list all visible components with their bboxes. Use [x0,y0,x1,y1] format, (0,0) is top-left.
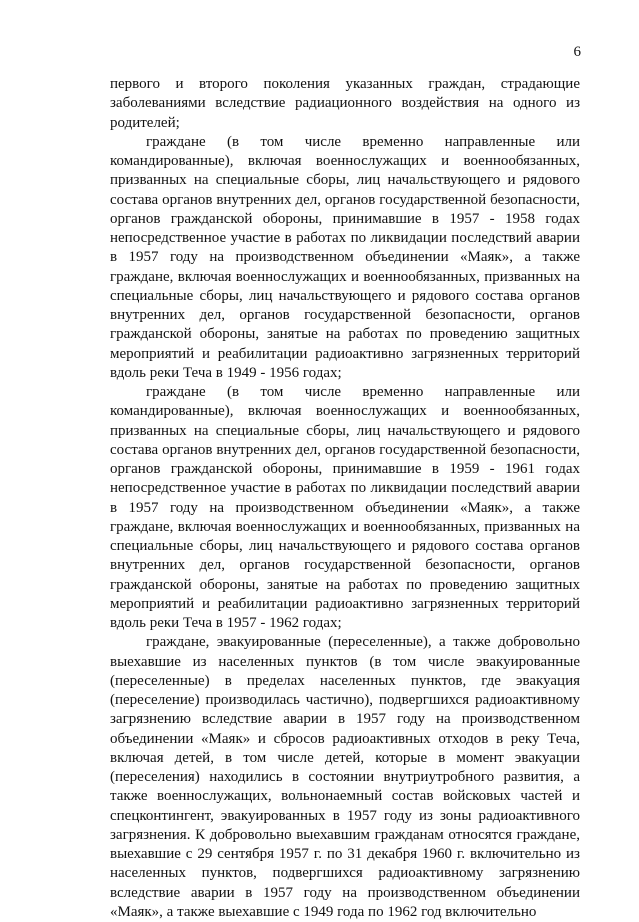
paragraph-liquidators-1957-1958: граждане (в том числе временно направленные или командированные), включая военнослужащих и военнообязанных, призванных на специальные сборы, лиц начальствующего и рядового состава органов внутренних дел, органов государственной безопасности, органов гражданской обороны, принимавшие в 1957 - 1958 годах непосредственное участие в работах по ликвидации последствий аварии в 1957 году на производственном объединении «Маяк», а также граждане, включая военнослужащих и военнообязанных, призванных на специальные сборы, лиц начальствующего и рядового состава органов внутренних дел, органов государственной безопасности, органов гражданской обороны, занятые на работах по проведению защитных мероприятий и реабилитации радиоактивно загрязненных территорий вдоль реки Теча в 1949 - 1956 годах; [110,133,580,381]
paragraph-continuation: первого и второго поколения указанных граждан, страдающие заболеваниями вследствие радиационного воздействия на одного из родителей; [110,76,580,131]
paragraph-liquidators-1959-1961: граждане (в том числе временно направленные или командированные), включая военнослужащих и военнообязанных, призванных на специальные сборы, лиц начальствующего и рядового состава органов внутренних дел, органов государственной безопасности, органов гражданской обороны, принимавшие в 1959 - 1961 годах непосредственное участие в работах по ликвидации последствий аварии в 1957 году на производственном объединении «Маяк», а также граждане, включая военнослужащих и военнообязанных, призванных на специальные сборы, лиц начальствующего и рядового состава органов внутренних дел, органов государственной безопасности, органов гражданской обороны, занятые на работах по проведению защитных мероприятий и реабилитации радиоактивно загрязненных территорий вдоль реки Теча в 1957 - 1962 годах; [110,384,580,631]
page-number: 6 [573,44,581,60]
paragraph-evacuated-citizens: граждане, эвакуированные (переселенные), а также добровольно выехавшие из населенных пунктов (в том числе эвакуированные (переселенные) в пределах населенных пунктов, где эвакуация (переселение) производилась частично), подвергшихся радиоактивному загрязнению вследствие аварии в 1957 году на производственном объединении «Маяк» и сбросов радиоактивных отходов в реку Теча, включая детей, в том числе детей, которые в момент эвакуации (переселения) находились в состоянии внутриутробного развития, а также военнослужащих, вольнонаемный состав войсковых частей и спецконтингент, эвакуированных в 1957 году из зоны радиоактивного загрязнения. К добровольно выехавшим гражданам относятся граждане, выехавшие с 29 сентября 1957 г. по 31 декабря 1960 г. включительно из населенных пунктов, подвергшихся радиоактивному загрязнению вследствие аварии в 1957 году на производственном объединении «Маяк», а также выехавшие с 1949 года по 1962 год включительно [110,634,580,920]
document-body [110,75,580,922]
